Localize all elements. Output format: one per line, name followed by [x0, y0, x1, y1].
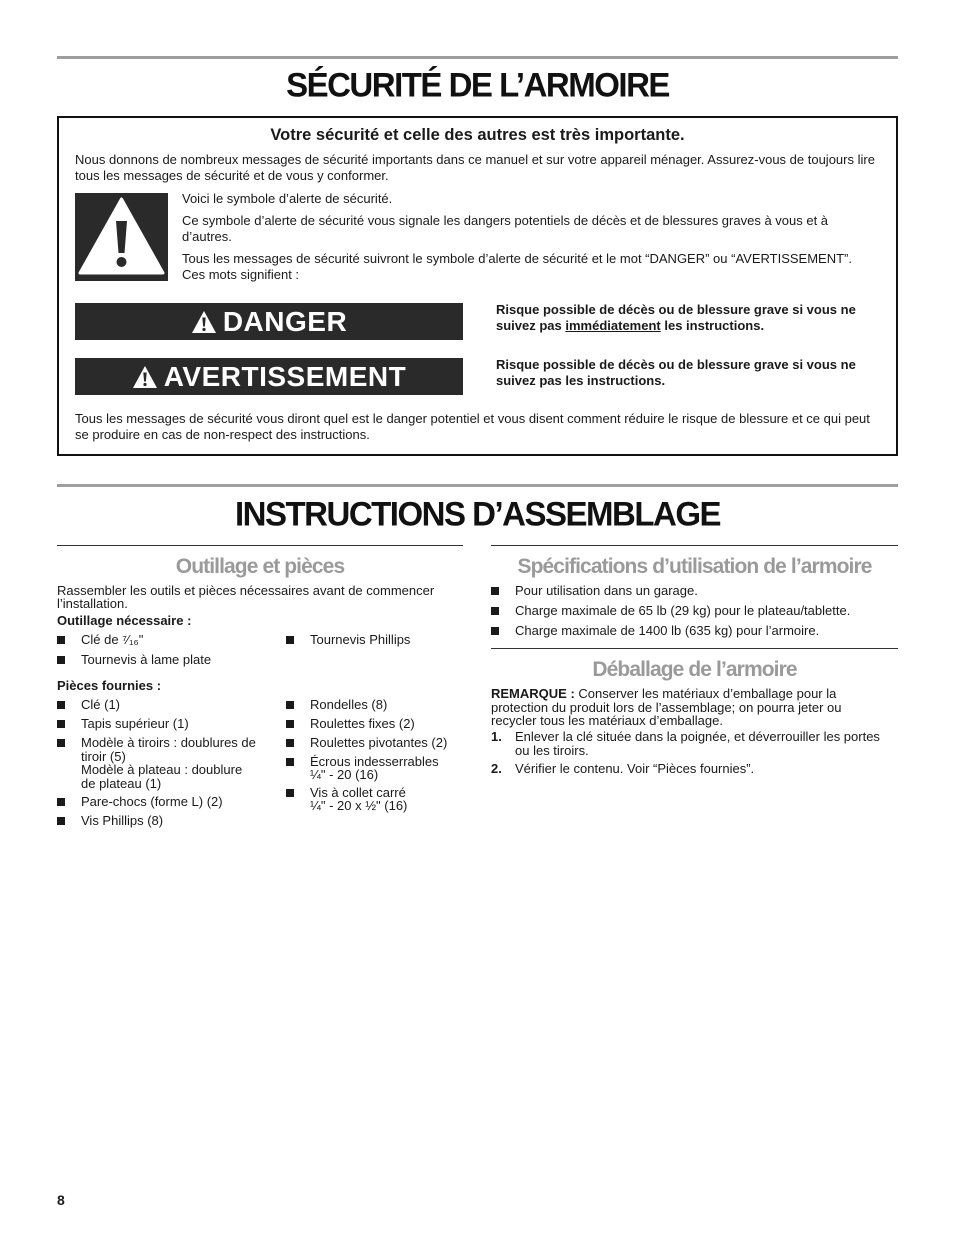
specs-heading: Spécifications d’utilisation de l’armoire	[517, 555, 872, 578]
assembly-rule	[57, 484, 898, 487]
list-item: Charge maximale de 1400 lb (635 kg) pour l’armoire.	[491, 624, 891, 638]
bullet-icon	[57, 798, 65, 806]
list-item: Roulettes pivotantes (2)	[286, 736, 466, 750]
danger-alert-icon	[191, 310, 217, 334]
list-item: Vis à collet carré ¼" - 20 x ½" (16)	[286, 786, 466, 812]
list-item: Charge maximale de 65 lb (29 kg) pour le plateau/tablette.	[491, 604, 891, 618]
list-item: Modèle à tiroirs : doublures de tiroir (5) Modèle à plateau : doublure de plateau (1)	[57, 736, 257, 790]
unpacking-rule	[491, 648, 898, 649]
bullet-icon	[57, 656, 65, 664]
danger-label: DANGER	[222, 305, 348, 337]
bullet-icon	[286, 636, 294, 644]
safety-alert-icon	[75, 193, 168, 281]
bullet-icon	[286, 701, 294, 709]
specs-rule	[491, 545, 898, 546]
danger-signal	[75, 303, 463, 340]
unpacking-note: REMARQUE : Conserver les matériaux d’emballage pour la protection du produit lors de l’assemblage; on pourra jeter ou recycler tous les matériaux d’emballage.	[491, 686, 842, 728]
bullet-icon	[286, 789, 294, 797]
bullet-icon	[286, 739, 294, 747]
bullet-icon	[57, 720, 65, 728]
symbol-text-1: Voici le symbole d’alerte de sécurité.	[182, 191, 393, 206]
warning-alert-icon	[132, 365, 158, 389]
tools-needed-label: Outillage nécessaire :	[57, 613, 192, 628]
list-item: Rondelles (8)	[286, 698, 466, 712]
safety-heading: Votre sécurité et celle des autres est très importante.	[270, 126, 685, 144]
bullet-icon	[57, 701, 65, 709]
list-item: Écrous indesserrables ¼" - 20 (16)	[286, 755, 466, 781]
page-number: 8	[57, 1192, 65, 1208]
bullet-icon	[57, 636, 65, 644]
list-item: Tournevis à lame plate	[57, 653, 272, 667]
warning-label: AVERTISSEMENT	[163, 360, 407, 392]
symbol-text-2: Ce symbole d’alerte de sécurité vous signale les dangers potentiels de décès et de blessures graves à vous et à d’autres.	[182, 213, 829, 244]
bullet-icon	[491, 587, 499, 595]
bullet-icon	[491, 627, 499, 635]
tools-intro: Rassembler les outils et pièces nécessaires avant de commencer l’installation.	[57, 583, 435, 611]
tools-needed-left	[57, 633, 272, 667]
specs-list	[491, 584, 891, 638]
warning-text: Risque possible de décès ou de blessure grave si vous ne suivez pas les instructions.	[496, 357, 856, 388]
list-item: 2. Vérifier le contenu. Voir “Pièces fournies”.	[491, 761, 755, 776]
tools-heading: Outillage et pièces	[175, 555, 345, 578]
list-item: Pare-chocs (forme L) (2)	[57, 795, 257, 809]
warning-signal	[75, 358, 463, 395]
safety-footer: Tous les messages de sécurité vous diront quel est le danger potentiel et vous disent comment réduire le risque de blessure et ce qui peut se produire en cas de non-respect des instructions.	[75, 411, 870, 442]
bullet-icon	[57, 817, 65, 825]
bullet-icon	[286, 758, 294, 766]
symbol-text-3: Tous les messages de sécurité suivront le symbole d’alerte de sécurité et le mot “DANGER” ou “AVERTISSEMENT”. Ces mots signifient :	[182, 251, 852, 282]
tools-rule	[57, 545, 463, 546]
bullet-icon	[286, 720, 294, 728]
parts-right	[286, 698, 466, 812]
bullet-icon	[491, 607, 499, 615]
list-item: Pour utilisation dans un garage.	[491, 584, 891, 598]
list-item: Tapis supérieur (1)	[57, 717, 257, 731]
top-rule	[57, 56, 898, 59]
bullet-icon	[57, 739, 65, 747]
safety-intro: Nous donnons de nombreux messages de sécurité importants dans ce manuel et sur votre appareil ménager. Assurez-vous de toujours lire tous les messages de sécurité et de vous y conformer.	[75, 152, 875, 183]
list-item: 1. Enlever la clé située dans la poignée, et déverrouiller les portes ou les tiroirs.	[491, 729, 880, 758]
assembly-title: INSTRUCTIONS D’ASSEMBLAGE	[234, 494, 721, 533]
unpacking-heading: Déballage de l’armoire	[592, 658, 797, 681]
list-item: Clé (1)	[57, 698, 257, 712]
list-item: Clé de ⁷⁄₁₆"	[57, 633, 272, 647]
danger-text: Risque possible de décès ou de blessure grave si vous ne suivez pas immédiatement les instructions.	[496, 302, 856, 333]
page-title: SÉCURITÉ DE L’ARMOIRE	[286, 65, 669, 104]
unpacking-steps	[491, 730, 891, 776]
list-item: Tournevis Phillips	[286, 633, 466, 647]
parts-label: Pièces fournies :	[57, 678, 162, 693]
parts-left	[57, 698, 257, 828]
list-item: Vis Phillips (8)	[57, 814, 257, 828]
list-item: Roulettes fixes (2)	[286, 717, 466, 731]
tools-needed-right	[286, 633, 466, 647]
